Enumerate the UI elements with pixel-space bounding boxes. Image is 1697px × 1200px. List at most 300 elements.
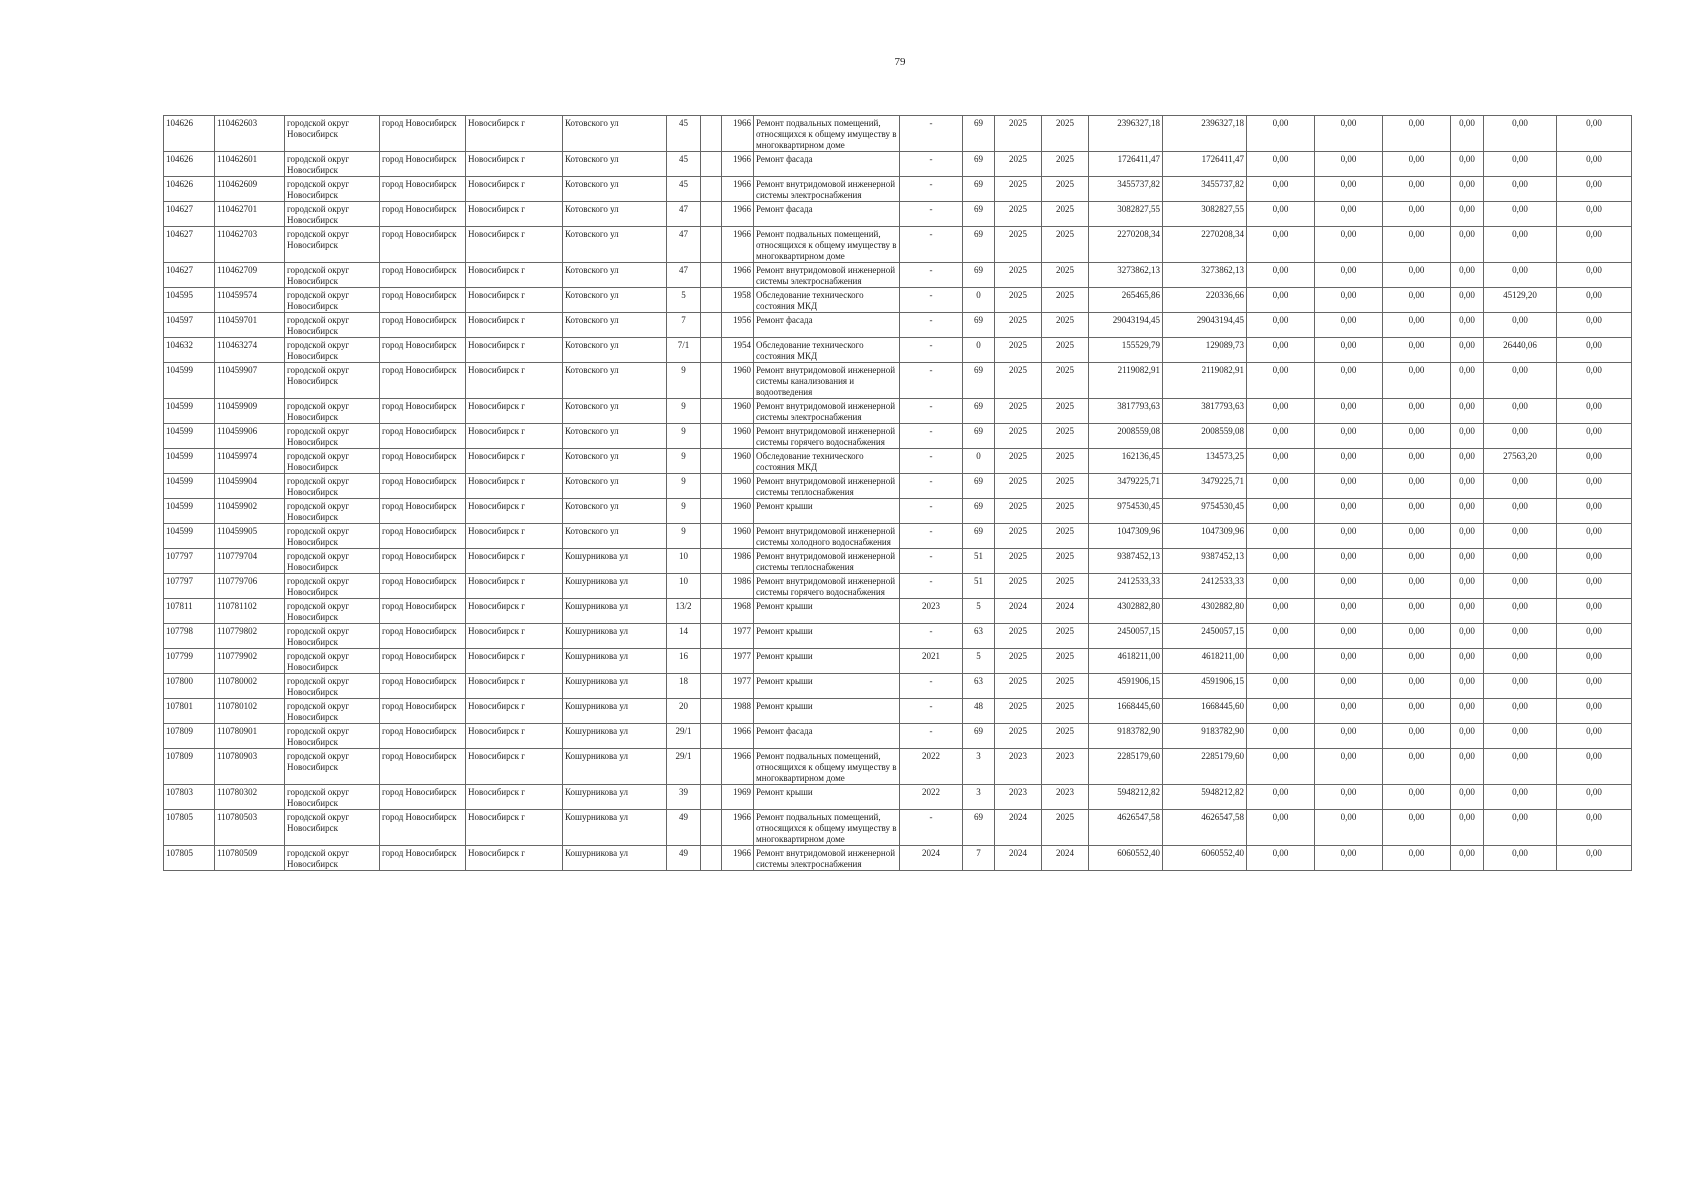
cell-street: Кошурникова ул — [563, 649, 667, 674]
cell-total-cost: 2119082,91 — [1089, 363, 1163, 399]
cell-street: Кошурникова ул — [563, 549, 667, 574]
cell-other: 0,00 — [1451, 449, 1484, 474]
cell-house: 9 — [667, 499, 701, 524]
cell-settlement: город Новосибирск — [380, 202, 466, 227]
cell-city: Новосибирск г — [466, 177, 563, 202]
cell-fund-cost: 3273862,13 — [1163, 263, 1247, 288]
cell-owner-funds: 26440,06 — [1484, 338, 1557, 363]
cell-work-type: Ремонт крыши — [754, 674, 900, 699]
cell-housing — [701, 549, 722, 574]
cell-work-id: 110780509 — [215, 846, 285, 871]
cell-street: Кошурникова ул — [563, 599, 667, 624]
cell-extra: 0,00 — [1557, 313, 1632, 338]
cell-housing — [701, 177, 722, 202]
cell-fund-cost: 4302882,80 — [1163, 599, 1247, 624]
cell-work-type: Ремонт фасада — [754, 152, 900, 177]
cell-street: Кошурникова ул — [563, 749, 667, 785]
cell-other: 0,00 — [1451, 116, 1484, 152]
cell-extra: 0,00 — [1557, 846, 1632, 871]
cell-budget-region: 0,00 — [1315, 474, 1383, 499]
cell-house: 9 — [667, 449, 701, 474]
cell-house: 9 — [667, 424, 701, 449]
cell-start-year: 2025 — [995, 399, 1042, 424]
cell-fund-cost: 3455737,82 — [1163, 177, 1247, 202]
cell-settlement: город Новосибирск — [380, 699, 466, 724]
cell-street: Кошурникова ул — [563, 810, 667, 846]
cell-object-id: 104627 — [164, 263, 215, 288]
cell-end-year: 2025 — [1042, 499, 1089, 524]
cell-budget-region: 0,00 — [1315, 288, 1383, 313]
cell-object-id: 107800 — [164, 674, 215, 699]
cell-settlement: город Новосибирск — [380, 313, 466, 338]
cell-year-built: 1966 — [722, 263, 754, 288]
cell-extra: 0,00 — [1557, 363, 1632, 399]
cell-prev-year: - — [900, 674, 963, 699]
cell-budget-region: 0,00 — [1315, 624, 1383, 649]
cell-budget-region: 0,00 — [1315, 574, 1383, 599]
cell-district: городской округ Новосибирск — [285, 649, 380, 674]
cell-year-built: 1986 — [722, 549, 754, 574]
cell-prev-year: 2024 — [900, 846, 963, 871]
cell-end-year: 2025 — [1042, 313, 1089, 338]
cell-settlement: город Новосибирск — [380, 449, 466, 474]
cell-budget-local: 0,00 — [1383, 202, 1451, 227]
cell-city: Новосибирск г — [466, 363, 563, 399]
table-row — [164, 785, 1632, 810]
cell-start-year: 2025 — [995, 499, 1042, 524]
cell-total-cost: 2008559,08 — [1089, 424, 1163, 449]
cell-start-year: 2025 — [995, 449, 1042, 474]
cell-work-type: Обследование технического состояния МКД — [754, 288, 900, 313]
cell-budget-local: 0,00 — [1383, 499, 1451, 524]
cell-fund-cost: 4626547,58 — [1163, 810, 1247, 846]
cell-house: 7/1 — [667, 338, 701, 363]
cell-settlement: город Новосибирск — [380, 338, 466, 363]
table-row — [164, 263, 1632, 288]
cell-budget-local: 0,00 — [1383, 399, 1451, 424]
cell-extra: 0,00 — [1557, 624, 1632, 649]
cell-settlement: город Новосибирск — [380, 263, 466, 288]
cell-work-type: Ремонт подвальных помещений, относящихся к общему имуществу в многоквартирном доме — [754, 749, 900, 785]
cell-fund-cost: 1047309,96 — [1163, 524, 1247, 549]
cell-housing — [701, 202, 722, 227]
cell-budget-local: 0,00 — [1383, 288, 1451, 313]
cell-budget-local: 0,00 — [1383, 263, 1451, 288]
cell-budget-local: 0,00 — [1383, 424, 1451, 449]
cell-year-built: 1966 — [722, 177, 754, 202]
cell-object-id: 107809 — [164, 749, 215, 785]
cell-other: 0,00 — [1451, 399, 1484, 424]
cell-work-id: 110459701 — [215, 313, 285, 338]
cell-district: городской округ Новосибирск — [285, 846, 380, 871]
cell-other: 0,00 — [1451, 785, 1484, 810]
cell-total-cost: 4302882,80 — [1089, 599, 1163, 624]
cell-budget-local: 0,00 — [1383, 574, 1451, 599]
cell-end-year: 2025 — [1042, 202, 1089, 227]
cell-owner-funds: 0,00 — [1484, 424, 1557, 449]
cell-work-type: Ремонт крыши — [754, 699, 900, 724]
cell-budget-region: 0,00 — [1315, 699, 1383, 724]
cell-budget-region: 0,00 — [1315, 724, 1383, 749]
cell-budget-local: 0,00 — [1383, 474, 1451, 499]
cell-budget-region: 0,00 — [1315, 846, 1383, 871]
cell-wear: 5 — [963, 649, 995, 674]
table-row — [164, 649, 1632, 674]
cell-total-cost: 155529,79 — [1089, 338, 1163, 363]
cell-owner-funds: 0,00 — [1484, 699, 1557, 724]
cell-wear: 69 — [963, 399, 995, 424]
cell-owner-funds: 0,00 — [1484, 649, 1557, 674]
cell-budget-local: 0,00 — [1383, 449, 1451, 474]
cell-housing — [701, 624, 722, 649]
cell-wear: 63 — [963, 674, 995, 699]
cell-street: Кошурникова ул — [563, 574, 667, 599]
table-row — [164, 474, 1632, 499]
cell-extra: 0,00 — [1557, 449, 1632, 474]
cell-settlement: город Новосибирск — [380, 724, 466, 749]
cell-extra: 0,00 — [1557, 177, 1632, 202]
cell-other: 0,00 — [1451, 724, 1484, 749]
cell-year-built: 1977 — [722, 624, 754, 649]
cell-start-year: 2025 — [995, 263, 1042, 288]
cell-city: Новосибирск г — [466, 424, 563, 449]
cell-end-year: 2025 — [1042, 699, 1089, 724]
cell-district: городской округ Новосибирск — [285, 674, 380, 699]
cell-wear: 69 — [963, 313, 995, 338]
cell-street: Котовского ул — [563, 524, 667, 549]
cell-house: 39 — [667, 785, 701, 810]
cell-total-cost: 2396327,18 — [1089, 116, 1163, 152]
cell-work-id: 110459902 — [215, 499, 285, 524]
cell-owner-funds: 0,00 — [1484, 116, 1557, 152]
cell-end-year: 2025 — [1042, 574, 1089, 599]
cell-extra: 0,00 — [1557, 785, 1632, 810]
cell-other: 0,00 — [1451, 152, 1484, 177]
cell-budget-local: 0,00 — [1383, 810, 1451, 846]
cell-city: Новосибирск г — [466, 699, 563, 724]
cell-budget-region: 0,00 — [1315, 202, 1383, 227]
cell-city: Новосибирск г — [466, 649, 563, 674]
cell-street: Котовского ул — [563, 116, 667, 152]
table-row — [164, 674, 1632, 699]
cell-city: Новосибирск г — [466, 399, 563, 424]
cell-city: Новосибирск г — [466, 202, 563, 227]
cell-budget-region: 0,00 — [1315, 449, 1383, 474]
cell-year-built: 1956 — [722, 313, 754, 338]
cell-total-cost: 29043194,45 — [1089, 313, 1163, 338]
cell-year-built: 1966 — [722, 810, 754, 846]
cell-wear: 69 — [963, 524, 995, 549]
cell-budget-local: 0,00 — [1383, 116, 1451, 152]
cell-fund-cost: 1726411,47 — [1163, 152, 1247, 177]
cell-work-type: Ремонт внутридомовой инженерной системы электроснабжения — [754, 177, 900, 202]
cell-work-type: Ремонт крыши — [754, 499, 900, 524]
cell-district: городской округ Новосибирск — [285, 227, 380, 263]
cell-work-type: Ремонт внутридомовой инженерной системы электроснабжения — [754, 399, 900, 424]
cell-wear: 63 — [963, 624, 995, 649]
cell-budget-region: 0,00 — [1315, 499, 1383, 524]
cell-budget-local: 0,00 — [1383, 785, 1451, 810]
table-row — [164, 810, 1632, 846]
cell-prev-year: - — [900, 338, 963, 363]
cell-year-built: 1960 — [722, 499, 754, 524]
cell-other: 0,00 — [1451, 846, 1484, 871]
cell-fund-cost: 9754530,45 — [1163, 499, 1247, 524]
cell-housing — [701, 288, 722, 313]
cell-district: городской округ Новосибирск — [285, 338, 380, 363]
cell-start-year: 2025 — [995, 574, 1042, 599]
cell-extra: 0,00 — [1557, 599, 1632, 624]
cell-budget-federal: 0,00 — [1247, 474, 1315, 499]
cell-total-cost: 5948212,82 — [1089, 785, 1163, 810]
cell-budget-local: 0,00 — [1383, 549, 1451, 574]
cell-total-cost: 1047309,96 — [1089, 524, 1163, 549]
cell-start-year: 2025 — [995, 363, 1042, 399]
cell-fund-cost: 4618211,00 — [1163, 649, 1247, 674]
table-row — [164, 549, 1632, 574]
cell-work-id: 110462609 — [215, 177, 285, 202]
cell-budget-federal: 0,00 — [1247, 785, 1315, 810]
cell-street: Котовского ул — [563, 424, 667, 449]
cell-district: городской округ Новосибирск — [285, 399, 380, 424]
cell-work-id: 110780503 — [215, 810, 285, 846]
cell-prev-year: - — [900, 399, 963, 424]
cell-end-year: 2025 — [1042, 724, 1089, 749]
cell-work-type: Обследование технического состояния МКД — [754, 338, 900, 363]
cell-end-year: 2025 — [1042, 474, 1089, 499]
cell-wear: 69 — [963, 424, 995, 449]
cell-object-id: 104599 — [164, 499, 215, 524]
cell-city: Новосибирск г — [466, 674, 563, 699]
cell-district: городской округ Новосибирск — [285, 624, 380, 649]
cell-end-year: 2023 — [1042, 749, 1089, 785]
cell-housing — [701, 674, 722, 699]
cell-settlement: город Новосибирск — [380, 524, 466, 549]
cell-street: Котовского ул — [563, 338, 667, 363]
cell-work-type: Ремонт фасада — [754, 202, 900, 227]
cell-owner-funds: 0,00 — [1484, 549, 1557, 574]
cell-housing — [701, 263, 722, 288]
cell-budget-local: 0,00 — [1383, 599, 1451, 624]
table-row — [164, 449, 1632, 474]
cell-extra: 0,00 — [1557, 399, 1632, 424]
cell-budget-federal: 0,00 — [1247, 649, 1315, 674]
cell-house: 47 — [667, 227, 701, 263]
table-row — [164, 724, 1632, 749]
cell-other: 0,00 — [1451, 499, 1484, 524]
cell-street: Котовского ул — [563, 449, 667, 474]
cell-wear: 69 — [963, 363, 995, 399]
cell-budget-region: 0,00 — [1315, 810, 1383, 846]
cell-wear: 51 — [963, 549, 995, 574]
cell-wear: 3 — [963, 749, 995, 785]
cell-work-type: Ремонт внутридомовой инженерной системы холодного водоснабжения — [754, 524, 900, 549]
cell-end-year: 2025 — [1042, 227, 1089, 263]
table-row — [164, 363, 1632, 399]
cell-street: Кошурникова ул — [563, 724, 667, 749]
cell-work-id: 110779902 — [215, 649, 285, 674]
cell-city: Новосибирск г — [466, 785, 563, 810]
cell-prev-year: - — [900, 724, 963, 749]
cell-district: городской округ Новосибирск — [285, 313, 380, 338]
cell-wear: 0 — [963, 288, 995, 313]
cell-street: Котовского ул — [563, 288, 667, 313]
cell-year-built: 1966 — [722, 152, 754, 177]
cell-fund-cost: 9183782,90 — [1163, 724, 1247, 749]
cell-fund-cost: 5948212,82 — [1163, 785, 1247, 810]
cell-city: Новосибирск г — [466, 449, 563, 474]
cell-object-id: 104627 — [164, 202, 215, 227]
cell-wear: 69 — [963, 474, 995, 499]
table-row — [164, 313, 1632, 338]
cell-budget-region: 0,00 — [1315, 785, 1383, 810]
cell-settlement: город Новосибирск — [380, 749, 466, 785]
cell-object-id: 107805 — [164, 810, 215, 846]
cell-extra: 0,00 — [1557, 227, 1632, 263]
cell-work-id: 110459906 — [215, 424, 285, 449]
cell-street: Кошурникова ул — [563, 624, 667, 649]
cell-budget-region: 0,00 — [1315, 263, 1383, 288]
cell-extra: 0,00 — [1557, 288, 1632, 313]
cell-extra: 0,00 — [1557, 524, 1632, 549]
table-body — [164, 116, 1632, 871]
cell-year-built: 1966 — [722, 724, 754, 749]
cell-housing — [701, 313, 722, 338]
cell-work-type: Ремонт крыши — [754, 624, 900, 649]
cell-fund-cost: 2396327,18 — [1163, 116, 1247, 152]
cell-total-cost: 2412533,33 — [1089, 574, 1163, 599]
cell-year-built: 1966 — [722, 749, 754, 785]
cell-budget-federal: 0,00 — [1247, 449, 1315, 474]
cell-district: городской округ Новосибирск — [285, 699, 380, 724]
cell-start-year: 2024 — [995, 810, 1042, 846]
cell-house: 18 — [667, 674, 701, 699]
cell-owner-funds: 0,00 — [1484, 524, 1557, 549]
cell-year-built: 1960 — [722, 399, 754, 424]
cell-fund-cost: 2270208,34 — [1163, 227, 1247, 263]
cell-extra: 0,00 — [1557, 699, 1632, 724]
cell-owner-funds: 0,00 — [1484, 810, 1557, 846]
cell-settlement: город Новосибирск — [380, 424, 466, 449]
cell-wear: 69 — [963, 263, 995, 288]
cell-house: 9 — [667, 524, 701, 549]
cell-budget-local: 0,00 — [1383, 674, 1451, 699]
cell-year-built: 1977 — [722, 649, 754, 674]
cell-work-id: 110779802 — [215, 624, 285, 649]
cell-housing — [701, 424, 722, 449]
cell-budget-region: 0,00 — [1315, 424, 1383, 449]
cell-budget-federal: 0,00 — [1247, 749, 1315, 785]
cell-owner-funds: 0,00 — [1484, 846, 1557, 871]
cell-work-type: Ремонт крыши — [754, 599, 900, 624]
table-row — [164, 338, 1632, 363]
cell-settlement: город Новосибирск — [380, 624, 466, 649]
cell-year-built: 1966 — [722, 202, 754, 227]
cell-extra: 0,00 — [1557, 749, 1632, 785]
cell-budget-federal: 0,00 — [1247, 599, 1315, 624]
table-row — [164, 749, 1632, 785]
cell-extra: 0,00 — [1557, 152, 1632, 177]
cell-house: 45 — [667, 177, 701, 202]
cell-year-built: 1960 — [722, 424, 754, 449]
cell-prev-year: - — [900, 424, 963, 449]
cell-prev-year: - — [900, 499, 963, 524]
cell-wear: 0 — [963, 449, 995, 474]
cell-prev-year: - — [900, 116, 963, 152]
cell-house: 20 — [667, 699, 701, 724]
cell-total-cost: 1726411,47 — [1089, 152, 1163, 177]
cell-owner-funds: 0,00 — [1484, 363, 1557, 399]
cell-work-type: Ремонт внутридомовой инженерной системы канализования и водоотведения — [754, 363, 900, 399]
cell-year-built: 1977 — [722, 674, 754, 699]
cell-housing — [701, 363, 722, 399]
cell-start-year: 2025 — [995, 549, 1042, 574]
cell-housing — [701, 649, 722, 674]
cell-district: городской округ Новосибирск — [285, 152, 380, 177]
cell-other: 0,00 — [1451, 288, 1484, 313]
cell-house: 9 — [667, 399, 701, 424]
cell-object-id: 107801 — [164, 699, 215, 724]
cell-owner-funds: 0,00 — [1484, 202, 1557, 227]
cell-budget-region: 0,00 — [1315, 399, 1383, 424]
cell-object-id: 104597 — [164, 313, 215, 338]
cell-housing — [701, 524, 722, 549]
cell-start-year: 2025 — [995, 674, 1042, 699]
cell-fund-cost: 6060552,40 — [1163, 846, 1247, 871]
cell-wear: 5 — [963, 599, 995, 624]
cell-street: Котовского ул — [563, 263, 667, 288]
cell-budget-federal: 0,00 — [1247, 499, 1315, 524]
cell-object-id: 104595 — [164, 288, 215, 313]
cell-fund-cost: 2450057,15 — [1163, 624, 1247, 649]
cell-housing — [701, 152, 722, 177]
cell-total-cost: 3817793,63 — [1089, 399, 1163, 424]
table-row — [164, 699, 1632, 724]
cell-city: Новосибирск г — [466, 499, 563, 524]
cell-street: Котовского ул — [563, 177, 667, 202]
cell-settlement: город Новосибирск — [380, 674, 466, 699]
cell-budget-local: 0,00 — [1383, 177, 1451, 202]
cell-object-id: 107811 — [164, 599, 215, 624]
cell-year-built: 1960 — [722, 474, 754, 499]
cell-object-id: 107797 — [164, 574, 215, 599]
cell-fund-cost: 1668445,60 — [1163, 699, 1247, 724]
cell-wear: 69 — [963, 152, 995, 177]
cell-total-cost: 3273862,13 — [1089, 263, 1163, 288]
cell-city: Новосибирск г — [466, 313, 563, 338]
cell-work-id: 110779704 — [215, 549, 285, 574]
cell-work-id: 110462601 — [215, 152, 285, 177]
cell-wear: 69 — [963, 724, 995, 749]
cell-object-id: 104599 — [164, 424, 215, 449]
cell-budget-federal: 0,00 — [1247, 363, 1315, 399]
cell-district: городской округ Новосибирск — [285, 574, 380, 599]
cell-budget-federal: 0,00 — [1247, 549, 1315, 574]
cell-end-year: 2025 — [1042, 263, 1089, 288]
cell-end-year: 2025 — [1042, 424, 1089, 449]
cell-budget-region: 0,00 — [1315, 524, 1383, 549]
cell-settlement: город Новосибирск — [380, 810, 466, 846]
cell-housing — [701, 499, 722, 524]
cell-total-cost: 4618211,00 — [1089, 649, 1163, 674]
cell-street: Котовского ул — [563, 227, 667, 263]
table-row — [164, 846, 1632, 871]
table-row — [164, 227, 1632, 263]
cell-total-cost: 2450057,15 — [1089, 624, 1163, 649]
cell-end-year: 2025 — [1042, 449, 1089, 474]
table-row — [164, 116, 1632, 152]
cell-house: 10 — [667, 549, 701, 574]
